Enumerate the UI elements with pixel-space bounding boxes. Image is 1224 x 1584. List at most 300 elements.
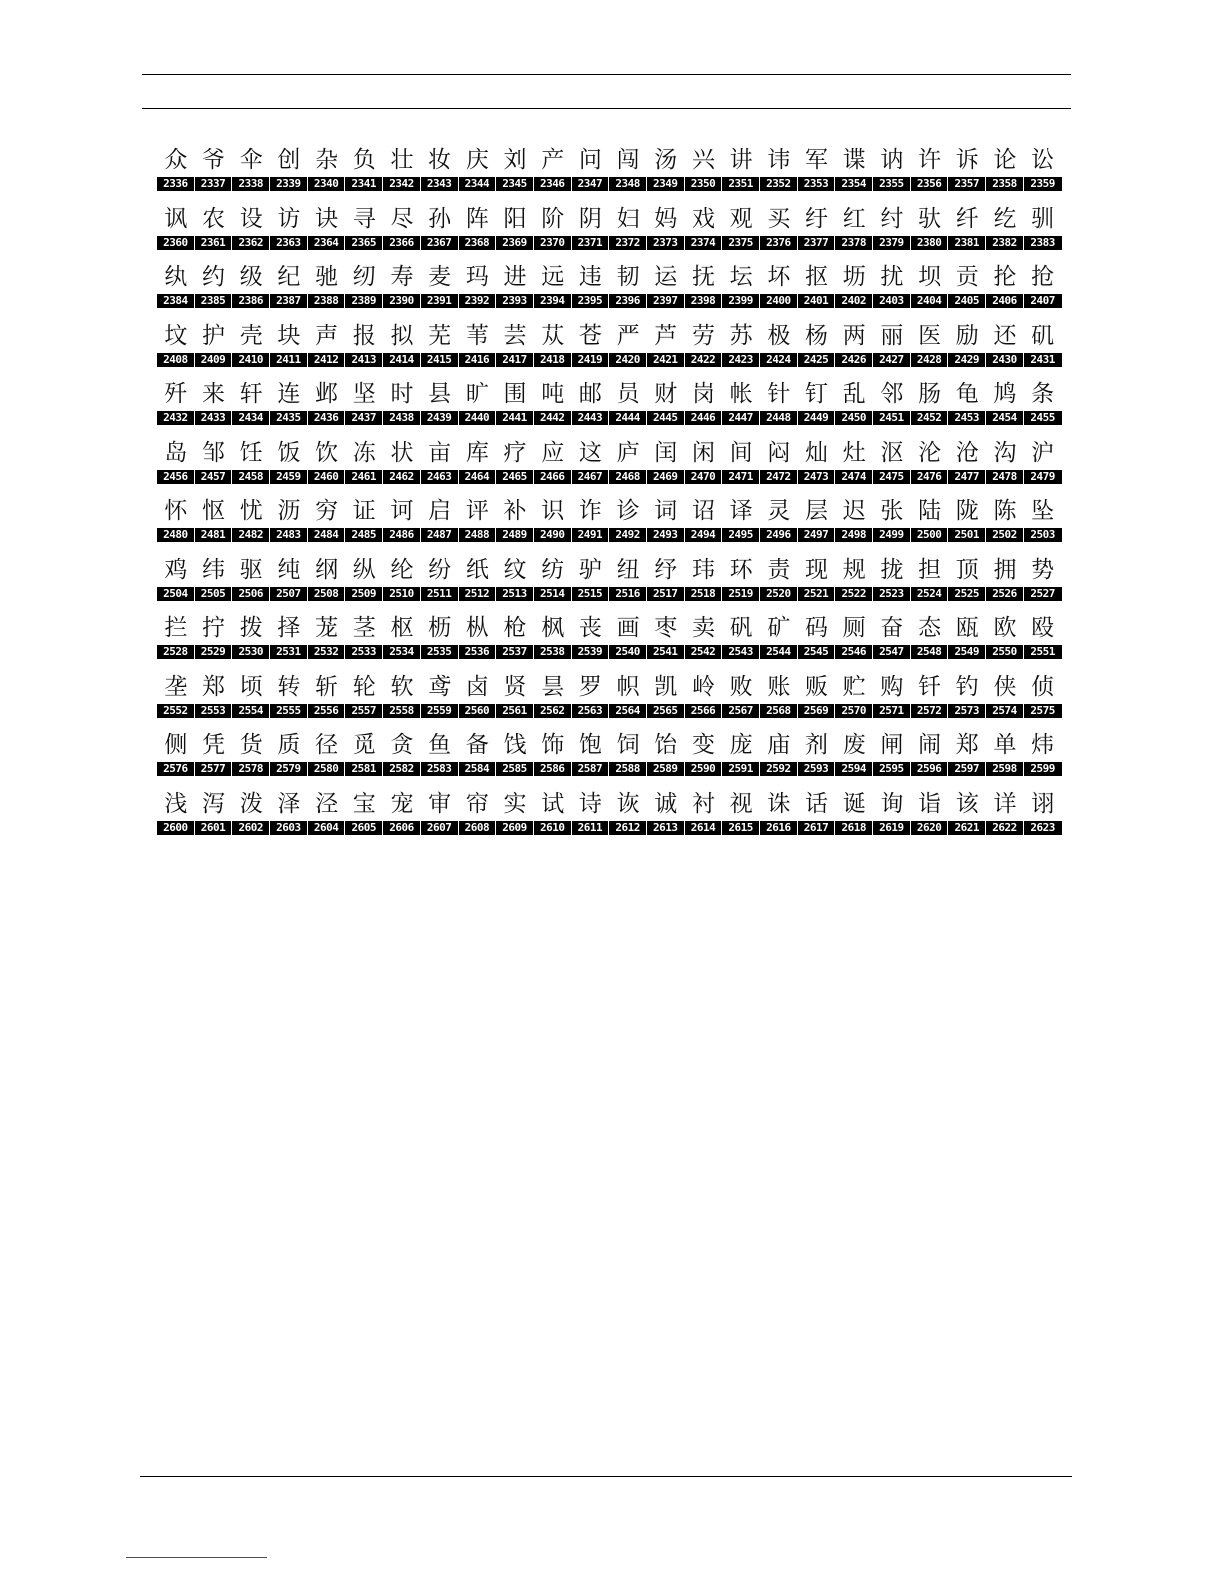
code-label: 2465 — [496, 470, 534, 484]
code-label: 2451 — [873, 411, 911, 425]
code-label: 2474 — [835, 470, 873, 484]
hanzi-glyph: 抢 — [1031, 264, 1055, 290]
hanzi-glyph: 驴 — [578, 556, 602, 583]
hanzi-glyph: 邮 — [578, 381, 602, 407]
code-label: 2472 — [760, 470, 798, 484]
code-label: 2456 — [157, 470, 195, 484]
hanzi-glyph: 远 — [541, 264, 565, 290]
code-label: 2370 — [534, 236, 572, 250]
hanzi-glyph: 饯 — [503, 732, 527, 758]
hanzi-glyph: 芸 — [503, 322, 527, 349]
hanzi-glyph: 垄 — [164, 673, 188, 700]
code-label: 2586 — [534, 762, 572, 776]
hanzi-glyph: 寻 — [352, 205, 376, 232]
hanzi-glyph: 伞 — [239, 147, 263, 173]
hanzi-glyph: 驮 — [918, 205, 942, 232]
hanzi-glyph: 证 — [352, 498, 376, 524]
hanzi-glyph: 钎 — [918, 673, 942, 700]
hanzi-glyph: 县 — [428, 381, 452, 407]
hanzi-glyph: 识 — [541, 498, 565, 524]
code-label: 2459 — [270, 470, 308, 484]
code-label: 2557 — [345, 704, 383, 718]
hanzi-glyph: 诊 — [616, 498, 640, 524]
hanzi-glyph: 质 — [277, 732, 301, 758]
hanzi-glyph: 凭 — [202, 732, 226, 758]
code-label: 2619 — [873, 821, 911, 835]
code-label: 2409 — [195, 353, 233, 367]
hanzi-glyph: 创 — [277, 147, 301, 173]
code-label: 2571 — [873, 704, 911, 718]
table-row — [157, 553, 1062, 612]
hanzi-glyph: 诙 — [616, 790, 640, 817]
code-label: 2419 — [572, 353, 610, 367]
code-label: 2352 — [760, 177, 798, 191]
hanzi-glyph: 邺 — [315, 381, 339, 407]
code-label: 2560 — [459, 704, 497, 718]
hanzi-glyph: 财 — [654, 381, 678, 407]
hanzi-glyph: 沥 — [277, 498, 301, 524]
hanzi-glyph: 贮 — [842, 673, 866, 700]
code-label: 2526 — [986, 587, 1024, 601]
hanzi-glyph: 妆 — [428, 147, 452, 173]
code-label: 2618 — [835, 821, 873, 835]
hanzi-glyph: 驱 — [239, 556, 263, 583]
hanzi-glyph: 顶 — [955, 556, 979, 583]
code-label: 2363 — [270, 236, 308, 250]
character-row — [157, 494, 1062, 528]
hanzi-glyph: 枫 — [541, 615, 565, 641]
character-row — [157, 202, 1062, 236]
hanzi-glyph: 枣 — [654, 615, 678, 641]
hanzi-glyph: 灵 — [767, 498, 791, 524]
code-label: 2435 — [270, 411, 308, 425]
hanzi-glyph: 废 — [842, 732, 866, 758]
hanzi-glyph: 纬 — [202, 556, 226, 583]
hanzi-glyph: 矶 — [1031, 322, 1055, 349]
code-label: 2620 — [911, 821, 949, 835]
hanzi-glyph: 闷 — [767, 439, 791, 466]
code-label: 2494 — [685, 528, 723, 542]
code-label: 2423 — [722, 353, 760, 367]
hanzi-glyph: 译 — [729, 498, 753, 524]
code-label: 2404 — [911, 294, 949, 308]
code-label: 2389 — [345, 294, 383, 308]
code-label: 2393 — [496, 294, 534, 308]
code-label: 2623 — [1030, 820, 1055, 834]
character-row — [157, 670, 1062, 704]
hanzi-glyph: 众 — [164, 147, 188, 173]
code-label: 2621 — [948, 821, 986, 835]
table-row — [157, 143, 1062, 202]
hanzi-glyph: 苏 — [729, 322, 753, 349]
hanzi-glyph: 状 — [390, 439, 414, 466]
code-label: 2380 — [911, 236, 949, 250]
code-label: 2356 — [911, 177, 949, 191]
code-label: 2350 — [685, 177, 723, 191]
hanzi-glyph: 拧 — [202, 615, 226, 641]
hanzi-glyph: 账 — [767, 673, 791, 700]
hanzi-glyph: 纽 — [616, 556, 640, 583]
hanzi-glyph: 转 — [277, 673, 301, 700]
hanzi-glyph: 贩 — [805, 673, 829, 700]
code-label: 2374 — [685, 236, 723, 250]
character-row — [157, 728, 1062, 762]
code-label: 2376 — [760, 236, 798, 250]
code-label: 2422 — [685, 353, 723, 367]
hanzi-glyph: 闯 — [616, 147, 640, 173]
hanzi-glyph: 拥 — [993, 556, 1017, 583]
hanzi-glyph: 画 — [616, 615, 640, 641]
hanzi-glyph: 纹 — [503, 556, 527, 583]
code-label: 2339 — [270, 177, 308, 191]
hanzi-glyph: 轮 — [352, 673, 376, 700]
code-label: 2578 — [232, 762, 270, 776]
code-label: 2340 — [308, 177, 346, 191]
hanzi-glyph: 饰 — [541, 732, 565, 758]
code-label: 2443 — [572, 411, 610, 425]
code-label: 2441 — [496, 411, 534, 425]
code-label: 2438 — [383, 411, 421, 425]
code-label: 2403 — [873, 294, 911, 308]
code-label: 2527 — [1030, 586, 1055, 600]
hanzi-glyph: 厕 — [842, 615, 866, 641]
footer-rule — [140, 1476, 1072, 1477]
header-rule-bottom — [142, 108, 1071, 109]
code-label: 2609 — [496, 821, 534, 835]
hanzi-glyph: 围 — [503, 381, 527, 407]
hanzi-glyph: 鸠 — [993, 381, 1017, 407]
hanzi-glyph: 详 — [993, 790, 1017, 817]
hanzi-glyph: 帘 — [465, 790, 489, 817]
hanzi-glyph: 庙 — [767, 732, 791, 758]
hanzi-glyph: 坟 — [164, 322, 188, 349]
hanzi-glyph: 产 — [541, 147, 565, 173]
code-label: 2533 — [345, 645, 383, 659]
code-label: 2616 — [760, 821, 798, 835]
hanzi-glyph: 红 — [842, 205, 866, 232]
hanzi-glyph: 试 — [541, 790, 565, 817]
hanzi-glyph: 纤 — [955, 205, 979, 232]
hanzi-glyph: 坜 — [842, 264, 866, 290]
code-label: 2580 — [308, 762, 346, 776]
code-label: 2475 — [873, 470, 911, 484]
code-label: 2434 — [232, 411, 270, 425]
hanzi-glyph: 补 — [503, 498, 527, 524]
code-label: 2604 — [308, 821, 346, 835]
hanzi-glyph: 邻 — [880, 381, 904, 407]
code-label: 2530 — [232, 645, 270, 659]
hanzi-glyph: 饱 — [578, 732, 602, 758]
hanzi-glyph: 乱 — [842, 381, 866, 407]
hanzi-glyph: 张 — [880, 498, 904, 524]
hanzi-glyph: 环 — [729, 556, 753, 583]
code-label: 2410 — [232, 353, 270, 367]
code-label: 2591 — [722, 762, 760, 776]
code-label: 2452 — [911, 411, 949, 425]
hanzi-glyph: 枥 — [428, 615, 452, 641]
hanzi-glyph: 侠 — [993, 673, 1017, 700]
table-row — [157, 319, 1062, 378]
hanzi-glyph: 进 — [503, 264, 527, 290]
hanzi-glyph: 鸢 — [428, 673, 452, 700]
hanzi-glyph: 讷 — [880, 147, 904, 173]
hanzi-glyph: 龟 — [955, 381, 979, 407]
character-code-table — [157, 143, 1062, 845]
code-label: 2564 — [609, 704, 647, 718]
code-label: 2413 — [345, 353, 383, 367]
code-label: 2361 — [195, 236, 233, 250]
hanzi-glyph: 扰 — [880, 264, 904, 290]
code-label: 2514 — [534, 587, 572, 601]
hanzi-glyph: 纫 — [352, 264, 376, 290]
code-label: 2575 — [1030, 703, 1055, 717]
code-label: 2596 — [911, 762, 949, 776]
code-label: 2479 — [1030, 469, 1055, 483]
hanzi-glyph: 尽 — [390, 205, 414, 232]
hanzi-glyph: 访 — [277, 205, 301, 232]
code-label: 2362 — [232, 236, 270, 250]
hanzi-glyph: 拟 — [390, 322, 414, 349]
code-label: 2581 — [345, 762, 383, 776]
hanzi-glyph: 顷 — [239, 673, 263, 700]
hanzi-glyph: 灿 — [805, 439, 829, 466]
hanzi-glyph: 纡 — [805, 205, 829, 232]
hanzi-glyph: 沧 — [955, 439, 979, 466]
code-row — [157, 411, 1062, 425]
hanzi-glyph: 衬 — [691, 790, 715, 817]
hanzi-glyph: 层 — [805, 498, 829, 524]
hanzi-glyph: 视 — [729, 790, 753, 817]
hanzi-glyph: 炜 — [1031, 732, 1055, 758]
hanzi-glyph: 闰 — [654, 439, 678, 466]
hanzi-glyph: 软 — [390, 673, 414, 700]
code-label: 2584 — [459, 762, 497, 776]
hanzi-glyph: 阵 — [465, 205, 489, 232]
hanzi-glyph: 歼 — [164, 381, 188, 407]
hanzi-glyph: 闸 — [880, 732, 904, 758]
hanzi-glyph: 卖 — [691, 615, 715, 641]
code-label: 2603 — [270, 821, 308, 835]
code-row — [157, 762, 1062, 776]
code-row — [157, 177, 1062, 191]
hanzi-glyph: 戏 — [691, 205, 715, 232]
code-label: 2563 — [572, 704, 610, 718]
code-label: 2442 — [534, 411, 572, 425]
code-label: 2366 — [383, 236, 421, 250]
code-label: 2401 — [798, 294, 836, 308]
hanzi-glyph: 实 — [503, 790, 527, 817]
code-label: 2610 — [534, 821, 572, 835]
hanzi-glyph: 迟 — [842, 498, 866, 524]
code-label: 2577 — [195, 762, 233, 776]
hanzi-glyph: 旷 — [465, 381, 489, 407]
hanzi-glyph: 饲 — [616, 732, 640, 758]
code-label: 2450 — [835, 411, 873, 425]
hanzi-glyph: 这 — [578, 439, 602, 466]
code-label: 2402 — [835, 294, 873, 308]
hanzi-glyph: 陆 — [918, 498, 942, 524]
hanzi-glyph: 杨 — [805, 322, 829, 349]
hanzi-glyph: 闹 — [918, 732, 942, 758]
hanzi-glyph: 购 — [880, 673, 904, 700]
hanzi-glyph: 护 — [202, 322, 226, 349]
code-label: 2493 — [647, 528, 685, 542]
hanzi-glyph: 侧 — [164, 732, 188, 758]
hanzi-glyph: 拦 — [164, 615, 188, 641]
hanzi-glyph: 块 — [277, 322, 301, 349]
code-label: 2461 — [345, 470, 383, 484]
hanzi-glyph: 设 — [239, 205, 263, 232]
hanzi-glyph: 茏 — [315, 615, 339, 641]
code-label: 2554 — [232, 704, 270, 718]
code-label: 2553 — [195, 704, 233, 718]
code-label: 2598 — [986, 762, 1024, 776]
code-label: 2482 — [232, 528, 270, 542]
hanzi-glyph: 玮 — [691, 556, 715, 583]
code-label: 2542 — [685, 645, 723, 659]
code-label: 2508 — [308, 587, 346, 601]
hanzi-glyph: 岛 — [164, 439, 188, 466]
code-label: 2504 — [157, 587, 195, 601]
code-label: 2537 — [496, 645, 534, 659]
hanzi-glyph: 壮 — [390, 147, 414, 173]
code-label: 2568 — [760, 704, 798, 718]
code-label: 2414 — [383, 353, 421, 367]
code-label: 2522 — [835, 587, 873, 601]
hanzi-glyph: 罗 — [578, 673, 602, 700]
hanzi-glyph: 审 — [428, 790, 452, 817]
code-label: 2576 — [157, 762, 195, 776]
hanzi-glyph: 坠 — [1031, 498, 1055, 524]
hanzi-glyph: 报 — [352, 322, 376, 349]
hanzi-glyph: 针 — [767, 381, 791, 407]
code-label: 2521 — [798, 587, 836, 601]
character-row — [157, 436, 1062, 470]
code-label: 2447 — [722, 411, 760, 425]
hanzi-glyph: 声 — [315, 322, 339, 349]
code-label: 2551 — [1030, 645, 1055, 658]
hanzi-glyph: 坏 — [767, 264, 791, 290]
hanzi-glyph: 诃 — [390, 498, 414, 524]
hanzi-glyph: 态 — [918, 615, 942, 641]
hanzi-glyph: 诞 — [842, 790, 866, 817]
hanzi-glyph: 抠 — [805, 264, 829, 290]
code-label: 2395 — [572, 294, 610, 308]
hanzi-glyph: 郑 — [955, 732, 979, 758]
code-label: 2566 — [685, 704, 723, 718]
hanzi-glyph: 岗 — [691, 381, 715, 407]
hanzi-glyph: 贡 — [955, 264, 979, 290]
code-label: 2572 — [911, 704, 949, 718]
hanzi-glyph: 茎 — [352, 615, 376, 641]
code-label: 2470 — [685, 470, 723, 484]
hanzi-glyph: 钉 — [805, 381, 829, 407]
hanzi-glyph: 刘 — [503, 147, 527, 173]
hanzi-glyph: 单 — [993, 732, 1017, 758]
table-row — [157, 728, 1062, 787]
code-label: 2440 — [459, 411, 497, 425]
code-label: 2371 — [572, 236, 610, 250]
hanzi-glyph: 宠 — [390, 790, 414, 817]
code-label: 2430 — [986, 353, 1024, 367]
hanzi-glyph: 奋 — [880, 615, 904, 641]
hanzi-glyph: 沤 — [880, 439, 904, 466]
code-label: 2488 — [459, 528, 497, 542]
hanzi-glyph: 劳 — [691, 322, 715, 349]
hanzi-glyph: 择 — [277, 615, 301, 641]
hanzi-glyph: 极 — [767, 322, 791, 349]
code-label: 2348 — [609, 177, 647, 191]
code-label: 2536 — [459, 645, 497, 659]
hanzi-glyph: 径 — [315, 732, 339, 758]
hanzi-glyph: 农 — [202, 205, 226, 232]
hanzi-glyph: 灶 — [842, 439, 866, 466]
hanzi-glyph: 妈 — [654, 205, 678, 232]
code-label: 2541 — [647, 645, 685, 659]
code-label: 2483 — [270, 528, 308, 542]
code-label: 2532 — [308, 645, 346, 659]
hanzi-glyph: 枞 — [465, 615, 489, 641]
code-label: 2524 — [911, 587, 949, 601]
hanzi-glyph: 疗 — [503, 439, 527, 466]
hanzi-glyph: 浅 — [164, 790, 188, 817]
code-label: 2500 — [911, 528, 949, 542]
hanzi-glyph: 岭 — [691, 673, 715, 700]
hanzi-glyph: 观 — [729, 205, 753, 232]
code-label: 2519 — [722, 587, 760, 601]
hanzi-glyph: 帐 — [729, 381, 753, 407]
hanzi-glyph: 纨 — [164, 264, 188, 290]
hanzi-glyph: 诏 — [691, 498, 715, 524]
code-label: 2615 — [722, 821, 760, 835]
hanzi-glyph: 败 — [729, 673, 753, 700]
code-label: 2592 — [760, 762, 798, 776]
hanzi-glyph: 穷 — [315, 498, 339, 524]
hanzi-glyph: 宝 — [352, 790, 376, 817]
hanzi-glyph: 怀 — [164, 498, 188, 524]
code-label: 2460 — [308, 470, 346, 484]
character-row — [157, 553, 1062, 587]
code-label: 2594 — [835, 762, 873, 776]
code-label: 2427 — [873, 353, 911, 367]
code-label: 2462 — [383, 470, 421, 484]
hanzi-glyph: 负 — [352, 147, 376, 173]
code-row — [157, 236, 1062, 250]
code-label: 2590 — [685, 762, 723, 776]
hanzi-glyph: 贪 — [390, 732, 414, 758]
code-label: 2471 — [722, 470, 760, 484]
hanzi-glyph: 问 — [578, 147, 602, 173]
hanzi-glyph: 苁 — [541, 322, 565, 349]
code-label: 2453 — [948, 411, 986, 425]
code-label: 2387 — [270, 294, 308, 308]
code-label: 2365 — [345, 236, 383, 250]
hanzi-glyph: 坚 — [352, 381, 376, 407]
hanzi-glyph: 阶 — [541, 205, 565, 232]
code-label: 2383 — [1030, 235, 1055, 249]
hanzi-glyph: 诀 — [315, 205, 339, 232]
code-label: 2375 — [722, 236, 760, 250]
code-label: 2354 — [835, 177, 873, 191]
code-label: 2579 — [270, 762, 308, 776]
code-label: 2436 — [308, 411, 346, 425]
hanzi-glyph: 驰 — [315, 264, 339, 290]
hanzi-glyph: 庆 — [465, 147, 489, 173]
code-label: 2499 — [873, 528, 911, 542]
code-label: 2498 — [835, 528, 873, 542]
code-label: 2368 — [459, 236, 497, 250]
hanzi-glyph: 纥 — [993, 205, 1017, 232]
